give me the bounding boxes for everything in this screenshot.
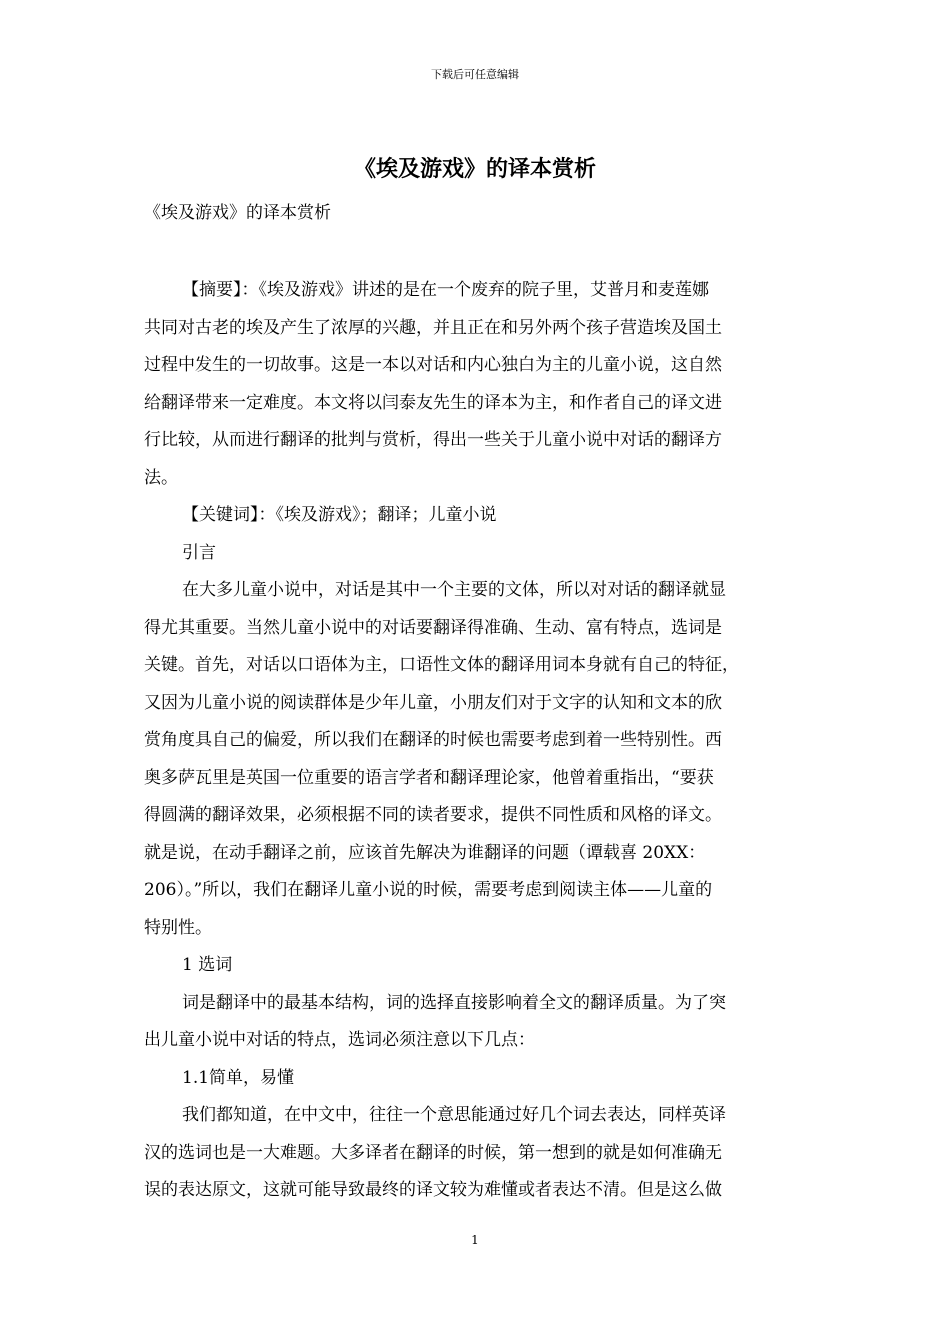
paragraph-line: 关键。首先，对话以口语体为主，口语性文体的翻译用词本身就有自己的特征， <box>144 655 739 675</box>
paragraph-line: 词是翻译中的最基本结构，词的选择直接影响着全文的翻译质量。为了突 <box>182 992 726 1013</box>
abstract-line: 【摘要】：《埃及游戏》讲述的是在一个废弃的院子里，艾普月和麦莲娜 <box>182 280 709 300</box>
document-title: 《埃及游戏》的译本赏析 <box>353 156 596 182</box>
page-header-note: 下载后可任意编辑 <box>431 68 519 81</box>
paragraph-line: 出儿童小说中对话的特点，选词必须注意以下几点： <box>144 1030 535 1050</box>
abstract-line: 共同对古老的埃及产生了浓厚的兴趣，并且正在和另外两个孩子营造埃及国土 <box>144 317 722 338</box>
section-heading-intro: 引言 <box>182 542 216 563</box>
document-subtitle: 《埃及游戏》的译本赏析 <box>144 203 331 223</box>
abstract-line: 法。 <box>144 467 178 488</box>
abstract-line: 过程中发生的一切故事。这是一本以对话和内心独白为主的儿童小说，这自然 <box>144 355 722 375</box>
paragraph-line: 又因为儿童小说的阅读群体是少年儿童，小朋友们对于文字的认知和文本的欣 <box>144 692 722 713</box>
page-number: 1 <box>471 1233 479 1247</box>
abstract-line: 给翻译带来一定难度。本文将以闫泰友先生的译本为主，和作者自己的译文进 <box>144 392 722 413</box>
document-body <box>144 272 806 1210</box>
paragraph-line: 得尤其重要。当然儿童小说中的对话要翻译得准确、生动、富有特点，选词是 <box>144 617 722 638</box>
paragraph-line: 汉的选词也是一大难题。大多译者在翻译的时候，第一想到的就是如何准确无 <box>144 1142 722 1163</box>
paragraph-line: 就是说，在动手翻译之前，应该首先解决为谁翻译的问题（谭载喜 20XX： <box>144 842 706 863</box>
keywords-line: 【关键词】：《埃及游戏》；翻译；儿童小说 <box>182 505 497 525</box>
paragraph-line: 我们都知道，在中文中，往往一个意思能通过好几个词去表达，同样英译 <box>182 1105 726 1125</box>
section-heading-1: 1 选词 <box>182 955 233 975</box>
paragraph-line: 误的表达原文，这就可能导致最终的译文较为难懂或者表达不清。但是这么做 <box>144 1180 722 1200</box>
abstract-line: 行比较，从而进行翻译的批判与赏析，得出一些关于儿童小说中对话的翻译方 <box>144 430 722 450</box>
paragraph-line: 206）。”所以，我们在翻译儿童小说的时候，需要考虑到阅读主体——儿童的 <box>144 880 713 900</box>
paragraph-line: 奥多萨瓦里是英国一位重要的语言学者和翻译理论家，他曾着重指出，“要获 <box>144 767 714 788</box>
section-heading-1-1: 1.1简单，易懂 <box>182 1067 295 1088</box>
paragraph-line: 得圆满的翻译效果，必须根据不同的读者要求，提供不同性质和风格的译文。 <box>144 805 722 825</box>
paragraph-line: 赏角度具自己的偏爱，所以我们在翻译的时候也需要考虑到着一些特别性。西 <box>144 730 722 750</box>
paragraph-line: 在大多儿童小说中，对话是其中一个主要的文体，所以对对话的翻译就显 <box>182 580 726 600</box>
paragraph-line: 特别性。 <box>144 917 212 938</box>
